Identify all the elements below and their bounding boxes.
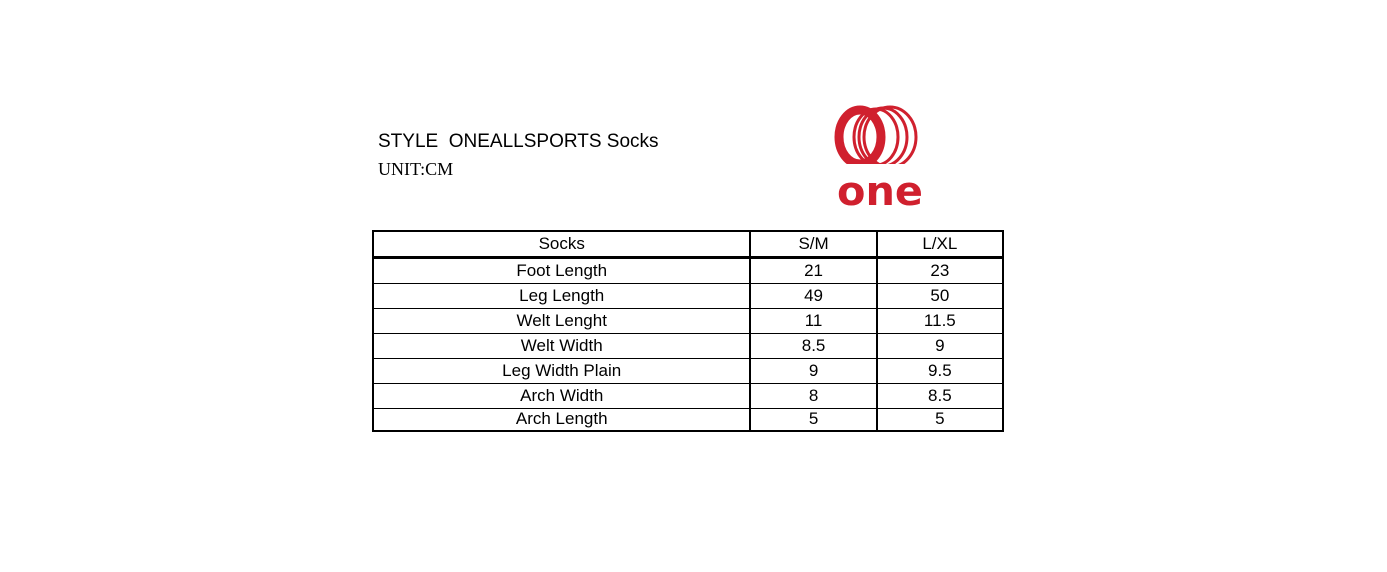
logo-text: one	[837, 169, 923, 210]
table-row	[373, 359, 1003, 384]
row-label: Leg Length	[373, 284, 750, 309]
cell-lxl: 5	[877, 409, 1003, 432]
row-label: Welt Lenght	[373, 309, 750, 334]
size-chart-table	[372, 230, 1004, 432]
column-header-sm: S/M	[750, 231, 876, 258]
row-label: Leg Width Plain	[373, 359, 750, 384]
unit-label: UNIT:CM	[378, 159, 454, 179]
cell-lxl: 9.5	[877, 359, 1003, 384]
column-header-socks: Socks	[373, 231, 750, 258]
table-row	[373, 409, 1003, 432]
cell-sm: 11	[750, 309, 876, 334]
cell-sm: 8	[750, 384, 876, 409]
cell-lxl: 9	[877, 334, 1003, 359]
row-label: Welt Width	[373, 334, 750, 359]
table-row	[373, 309, 1003, 334]
cell-lxl: 50	[877, 284, 1003, 309]
row-label: Foot Length	[373, 258, 750, 284]
table-row	[373, 258, 1003, 284]
one-brand-logo	[830, 104, 930, 210]
table-header-row	[373, 231, 1003, 258]
page-title: STYLE ONEALLSPORTS Socks	[378, 131, 659, 152]
table-row	[373, 284, 1003, 309]
row-label: Arch Width	[373, 384, 750, 409]
table-row	[373, 334, 1003, 359]
cell-lxl: 11.5	[877, 309, 1003, 334]
cell-sm: 49	[750, 284, 876, 309]
cell-lxl: 8.5	[877, 384, 1003, 409]
row-label: Arch Length	[373, 409, 750, 432]
cell-sm: 9	[750, 359, 876, 384]
cell-sm: 8.5	[750, 334, 876, 359]
cell-sm: 21	[750, 258, 876, 284]
column-header-lxl: L/XL	[877, 231, 1003, 258]
cell-lxl: 23	[877, 258, 1003, 284]
cell-sm: 5	[750, 409, 876, 432]
table-row	[373, 384, 1003, 409]
